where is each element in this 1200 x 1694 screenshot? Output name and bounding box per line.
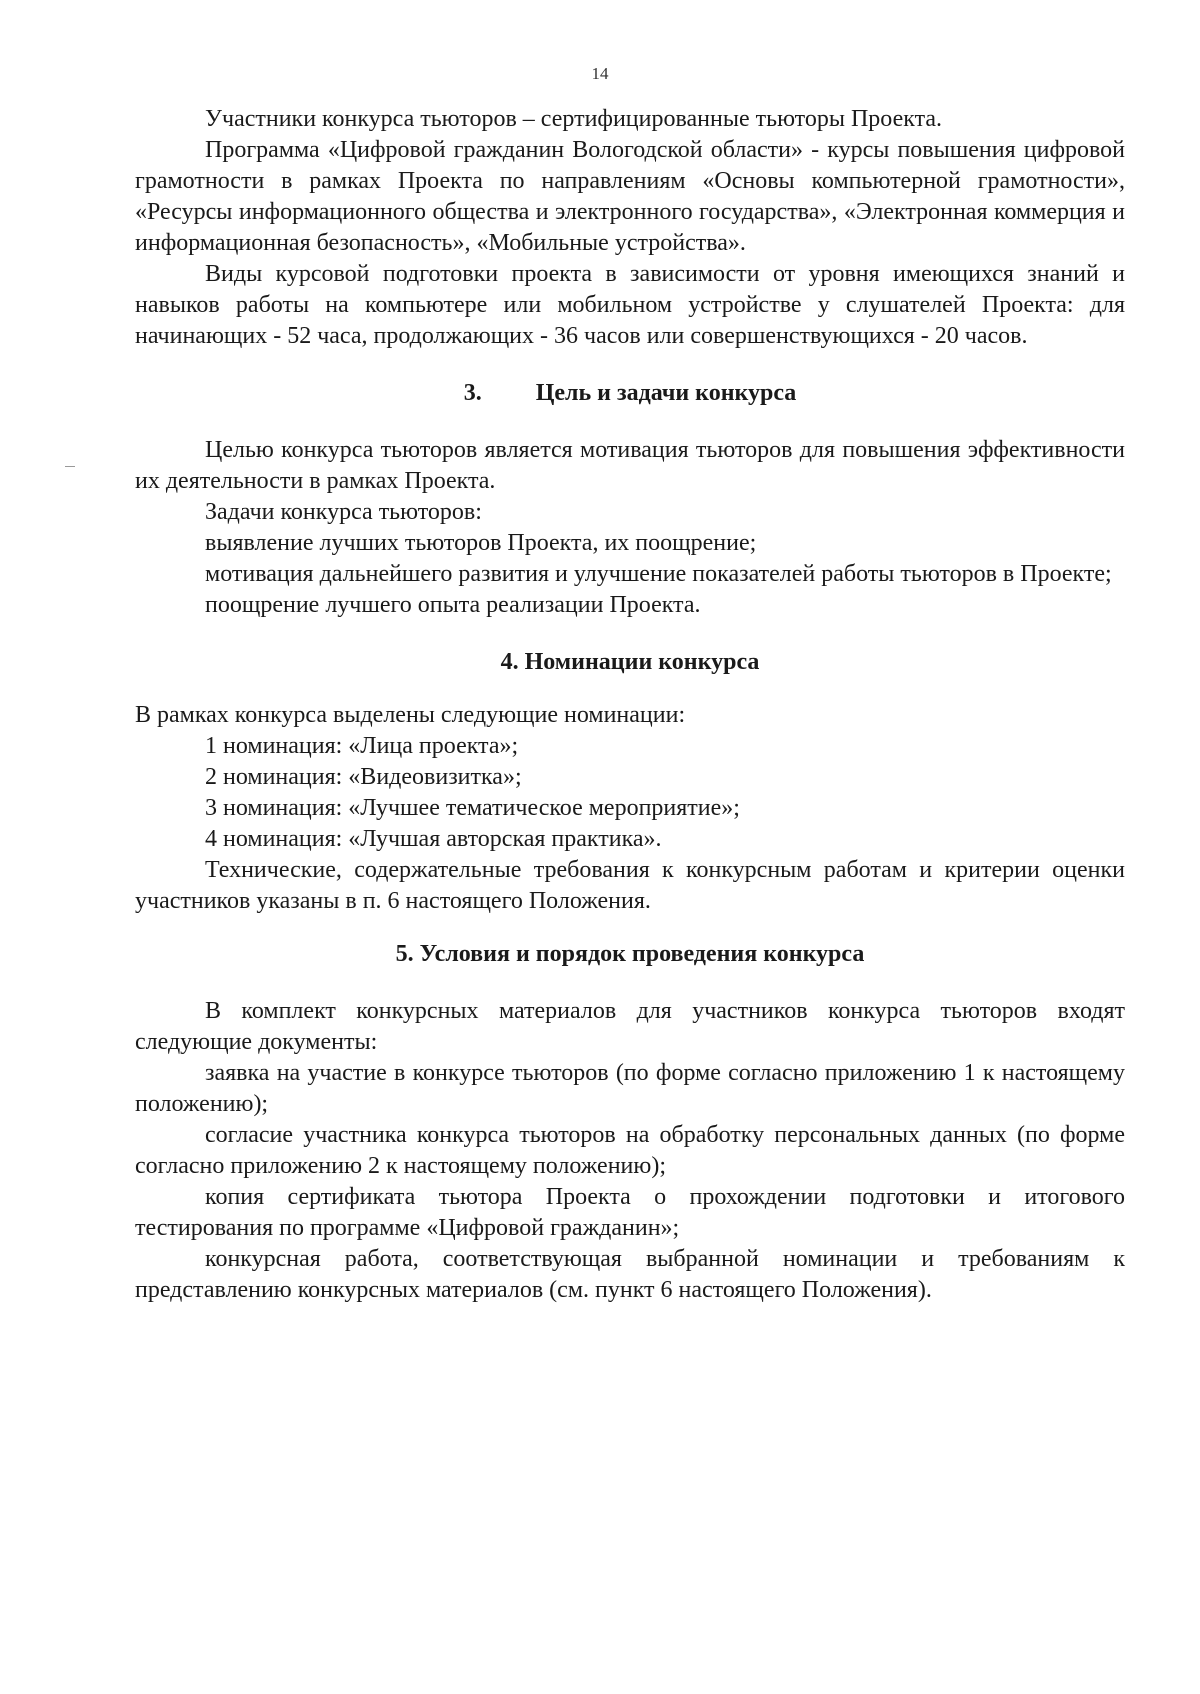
section-3-heading [135,378,1125,409]
spacer [135,409,1125,435]
paragraph-participants: Участники конкурса тьюторов – сертифицированные тьюторы Проекта. [205,106,943,132]
paragraph-program: Программа «Цифровой гражданин Вологодской области» - курсы повышения цифровой грамотности в рамках Проекта по направлениям «Основы компьютерной грамотности», «Ресурсы информационного общества и электронного государства», «Электронная коммерция и информационная безопасность», «Мобильные устройства». [135,137,1125,256]
nomination-item: 2 номинация: «Видеовизитка»; [205,764,522,790]
document-item-work: конкурсная работа, соответствующая выбранной номинации и требованиям к представлению конкурсных материалов (см. пункт 6 настоящего Положения). [135,1246,1125,1303]
spacer [135,970,1125,996]
document-item-consent: согласие участника конкурса тьюторов на обработку персональных данных (по форме согласно приложению 2 к настоящему положению); [135,1122,1125,1179]
section-4-intro: В рамках конкурса выделены следующие номинации: [135,702,686,728]
section-4-heading: 4. Номинации конкурса [500,649,760,675]
document-item-application: заявка на участие в конкурсе тьюторов (по форме согласно приложению 1 к настоящему положению); [135,1060,1125,1117]
margin-mark [65,466,75,467]
nomination-item: 4 номинация: «Лучшая авторская практика». [205,826,662,852]
section-5-intro: В комплект конкурсных материалов для участников конкурса тьюторов входят следующие документы: [135,998,1125,1055]
document-item-certificate: копия сертификата тьютора Проекта о прохождении подготовки и итогового тестирования по программе «Цифровой гражданин»; [135,1184,1125,1241]
section-5-heading: 5. Условия и порядок проведения конкурса [395,941,865,967]
spacer [135,917,1125,939]
section-3-title: Цель и задачи конкурса [535,380,797,406]
section-3-task-3: поощрение лучшего опыта реализации Проекта. [205,592,701,618]
document-body [135,104,1125,1306]
section-3-tasks-label: Задачи конкурса тьюторов: [205,499,482,525]
section-3-task-1: выявление лучших тьюторов Проекта, их поощрение; [205,530,757,556]
section-3-task-2: мотивация дальнейшего развития и улучшение показателей работы тьюторов в Проекте; [205,561,1112,587]
nomination-item: 3 номинация: «Лучшее тематическое мероприятие»; [205,795,740,821]
nomination-item: 1 номинация: «Лица проекта»; [205,733,519,759]
spacer [135,678,1125,700]
section-4-closing: Технические, содержательные требования к конкурсным работам и критерии оценки участников указаны в п. 6 настоящего Положения. [135,857,1125,914]
spacer [135,621,1125,647]
section-3-goal: Целью конкурса тьюторов является мотивация тьюторов для повышения эффективности их деятельности в рамках Проекта. [135,437,1125,494]
spacer [135,352,1125,378]
page-number: 14 [591,64,609,83]
section-3-number: 3. [463,380,482,406]
paragraph-course-types: Виды курсовой подготовки проекта в зависимости от уровня имеющихся знаний и навыков работы на компьютере или мобильном устройстве у слушателей Проекта: для начинающих - 52 часа, продолжающих - 36 часов или совершенствующихся - 20 часов. [135,261,1125,349]
